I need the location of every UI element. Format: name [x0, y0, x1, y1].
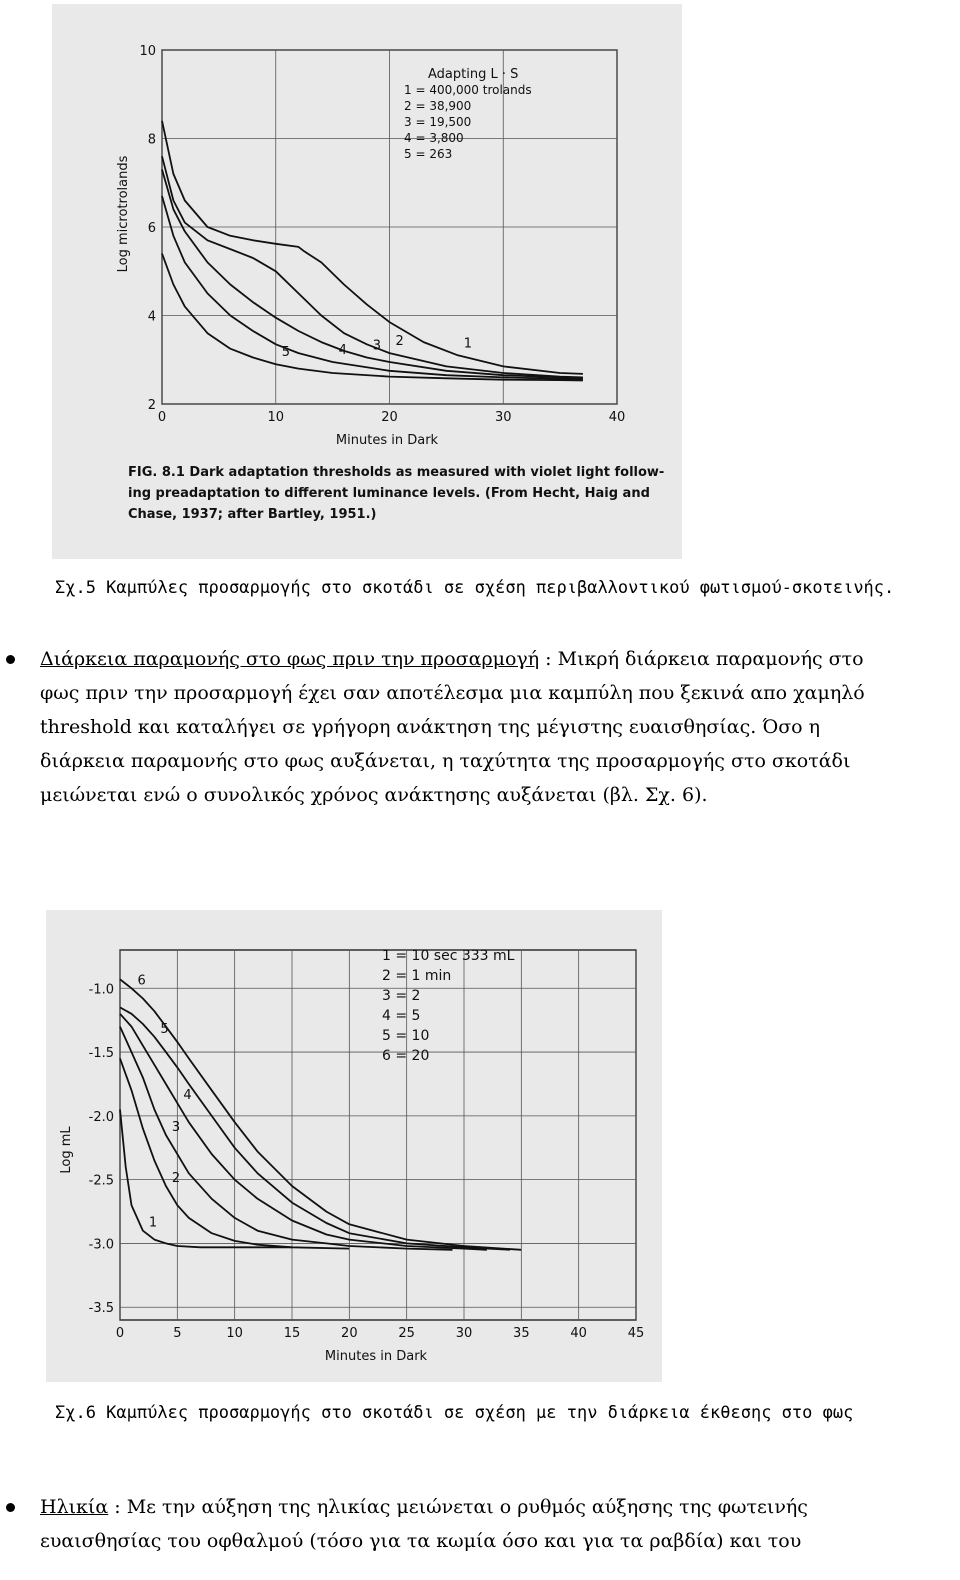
- legend-entry: 3 = 2: [382, 988, 421, 1004]
- paragraph-text: : Μικρή διάρκεια παραμονής στο: [539, 648, 864, 670]
- figure-2-chart: [46, 910, 662, 1382]
- x-tick-label: 20: [381, 410, 398, 425]
- paragraph-text: : Με την αύξηση της ηλικίας μειώνεται ο ρυθμός αύξησης της φωτεινής: [108, 1496, 808, 1518]
- x-tick-label: 30: [455, 1326, 473, 1341]
- x-tick-label: 25: [398, 1326, 415, 1341]
- figure-1-chart: [52, 4, 682, 559]
- legend-entry: 1 = 400,000 trolands: [404, 83, 532, 97]
- legend-entry: 1 = 10 sec 333 mL: [382, 948, 515, 964]
- series-label-2: 2: [171, 1171, 181, 1187]
- figure-6-caption: Σχ.6 Καμπύλες προσαρμογής στο σκοτάδι σε σχέση με την διάρκεια έκθεσης στο φως: [55, 1403, 854, 1423]
- paragraph-term: Διάρκεια παραμονής στο φως πριν την προσαρμογή: [40, 648, 540, 670]
- x-tick-label: 20: [341, 1326, 358, 1341]
- y-tick-label: 4: [147, 309, 156, 325]
- caption-line: Chase, 1937; after Bartley, 1951.): [128, 507, 377, 522]
- paragraph-line: [40, 1490, 940, 1524]
- figure-1-dark-adaptation-levels: [52, 4, 682, 559]
- legend-entry: 4 = 5: [382, 1008, 421, 1024]
- series-label-5: 5: [160, 1021, 169, 1037]
- figure-5-caption: Σχ.5 Καμπύλες προσαρμογής στο σκοτάδι σε σχέση περιβαλλοντικού φωτισμού-σκοτεινής.: [55, 578, 895, 598]
- paragraph-line: threshold και καταλήγει σε γρήγορη ανάκτηση της μέγιστης ευαισθησίας. Όσο η: [40, 716, 821, 738]
- legend: [404, 67, 532, 161]
- legend-entry: 4 = 3,800: [404, 131, 464, 145]
- y-tick-label: -2.5: [88, 1173, 114, 1189]
- x-tick-label: 45: [627, 1326, 645, 1341]
- series-line-1: [120, 1110, 292, 1248]
- x-tick-label: 40: [570, 1326, 587, 1341]
- x-axis-label: Minutes in Dark: [335, 433, 439, 448]
- y-axis-label: Log microtrolands: [116, 155, 131, 273]
- bullet-icon: [6, 1503, 15, 1512]
- legend-title: Adapting L · S: [428, 67, 519, 82]
- bullet-paragraph-light-duration: [40, 642, 940, 812]
- paragraph-line: ευαισθησίας του οφθαλμού (τόσο για τα κωμία όσο και για τα ραβδία) και του: [40, 1530, 802, 1552]
- paragraph-term: Ηλικία: [40, 1496, 109, 1518]
- paragraph-line: φως πριν την προσαρμογή έχει σαν αποτέλεσμα μια καμπύλη που ξεκινά απο χαμηλό: [40, 682, 865, 704]
- series-label-3: 3: [171, 1120, 181, 1135]
- legend-entry: 3 = 19,500: [404, 115, 472, 129]
- x-tick-label: 40: [608, 410, 626, 425]
- series-label-4: 4: [338, 342, 347, 358]
- paragraph-line: διάρκεια παραμονής στο φως αυξάνεται, η ταχύτητα της προσαρμογής στο σκοτάδι: [40, 750, 851, 772]
- series-label-5: 5: [281, 345, 291, 361]
- y-tick-label: 10: [139, 44, 156, 59]
- y-tick-label: -2.0: [88, 1109, 114, 1125]
- caption-line: FIG. 8.1 Dark adaptation thresholds as measured with violet light follow-: [128, 465, 665, 480]
- x-tick-label: 5: [173, 1326, 182, 1341]
- legend: [382, 948, 515, 1064]
- series-label-1: 1: [463, 336, 473, 352]
- x-axis-label: Minutes in Dark: [324, 1349, 428, 1364]
- y-tick-label: 8: [147, 132, 156, 148]
- legend-entry: 5 = 263: [404, 147, 453, 161]
- x-tick-label: 0: [115, 1326, 125, 1341]
- figure-caption: [128, 465, 664, 522]
- caption-line: ing preadaptation to different luminance levels. (From Hecht, Haig and: [128, 486, 650, 501]
- y-tick-label: -1.0: [88, 982, 114, 998]
- x-tick-label: 35: [513, 1326, 530, 1341]
- bullet-icon: [6, 655, 15, 664]
- paragraph-line: [40, 642, 940, 676]
- bullet-paragraph-age: [40, 1490, 940, 1558]
- series-label-2: 2: [395, 334, 404, 350]
- figure-2-exposure-duration: [46, 910, 662, 1382]
- legend-entry: 6 = 20: [382, 1048, 430, 1064]
- legend-entry: 2 = 38,900: [404, 99, 472, 113]
- x-tick-label: 30: [494, 410, 512, 425]
- x-tick-label: 0: [157, 410, 167, 425]
- y-tick-label: -3.0: [88, 1237, 114, 1253]
- x-tick-label: 10: [226, 1326, 243, 1341]
- x-tick-label: 15: [283, 1326, 301, 1341]
- series-label-4: 4: [183, 1088, 192, 1104]
- y-tick-label: 2: [147, 398, 156, 413]
- legend-entry: 5 = 10: [382, 1028, 430, 1044]
- series-line-5: [162, 254, 583, 381]
- series-label-1: 1: [148, 1215, 158, 1231]
- paragraph-line: μειώνεται ενώ ο συνολικός χρόνος ανάκτησης αυξάνεται (βλ. Σχ. 6).: [40, 784, 708, 806]
- y-tick-label: -3.5: [88, 1301, 114, 1317]
- y-axis-label: Log mL: [59, 1126, 74, 1174]
- x-tick-label: 10: [267, 410, 285, 425]
- series-label-6: 6: [137, 973, 146, 989]
- legend-entry: 2 = 1 min: [382, 968, 452, 984]
- y-tick-label: 6: [147, 221, 156, 236]
- series-label-3: 3: [372, 338, 382, 354]
- y-tick-label: -1.5: [88, 1046, 114, 1062]
